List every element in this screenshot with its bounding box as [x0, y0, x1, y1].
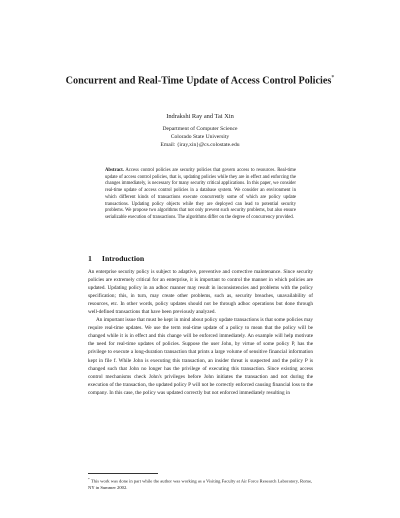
- section-title: Introduction: [101, 254, 145, 263]
- affiliation: [60, 125, 340, 150]
- title-text: Concurrent and Real-Time Update of Access Control Policies: [65, 75, 332, 87]
- section-body: [88, 268, 313, 397]
- body-paragraph: An important issue that must be kept in mind about policy update transactions is that some policies may require real-time updates. We use the term real-time update of a policy to mean that the policy will be changed while it is in effect and this change will be enforced immediately. An example will help motivate the need for real-time updates of policies. Suppose the user John, by virtue of some policy P, has the privilege to execute a long-duration transaction that prints a large volume of sensitive financial information kept in file f. While John is executing this transaction, an insider threat is suspected and the policy P is changed such that John no longer has the privilege of executing this transaction. Since existing access control mechanisms check John's privileges before John initiates the transaction and not during the execution of the transaction, the updated policy P will not be correctly enforced causing financial loss to the company. In this case, the policy was updated correctly but not enforced immediately resulting in: [88, 317, 313, 396]
- section-heading: [88, 254, 144, 263]
- abstract-label: Abstract.: [105, 168, 124, 173]
- abstract: [105, 168, 296, 222]
- footnote: [88, 476, 313, 491]
- footnote-mark: *: [88, 477, 90, 481]
- affiliation-email: Email: {iray,xin}@cs.colostate.edu: [160, 142, 240, 149]
- authors: Indrakshi Ray and Tai Xin: [166, 113, 234, 120]
- affiliation-university: Colorado State University: [170, 134, 230, 141]
- title-footnote-mark: *: [331, 75, 335, 81]
- paper-title: [60, 72, 340, 87]
- affiliation-department: Department of Computer Science: [162, 126, 238, 132]
- footnote-text: This work was done in part while the author was working as a Visiting Faculty at Air Force Research Laboratory, Rome, NY in Summer 2002.: [88, 478, 313, 490]
- body-paragraph: An enterprise security policy is subject to adaptive, preventive and corrective maintenance. Since security policies are extremely critical for an enterprise, it is important to control the manner in which policies are updated. Updating policy in an adhoc manner may result in inconsistencies and problems with the policy specification; this, in turn, may create other problems, such as, security breaches, unavailability of resources, etc. In other words, policy updates should not be through adhoc operations but done through well-defined transactions that have been previously analyzed.: [88, 269, 313, 316]
- abstract-text: Access control policies are security policies that govern access to resources. Real-time update of access control policies, that is, updating policies while they are in effect and enforcing the changes immediately, is necessary for many security critical applications. In this paper, we consider real-time update of access control policies in a database system. We consider an environment in which different kinds of transactions execute concurrently some of which are policy update transactions. Updating policy objects while they are deployed can lead to potential security problems. We propose two algorithms that not only prevent such security problems, but also ensure serializable execution of transactions. The algorithms differ on the degree of concurrency provided.: [105, 168, 296, 220]
- footnote-rule: [88, 473, 158, 474]
- section-number: 1: [88, 254, 92, 263]
